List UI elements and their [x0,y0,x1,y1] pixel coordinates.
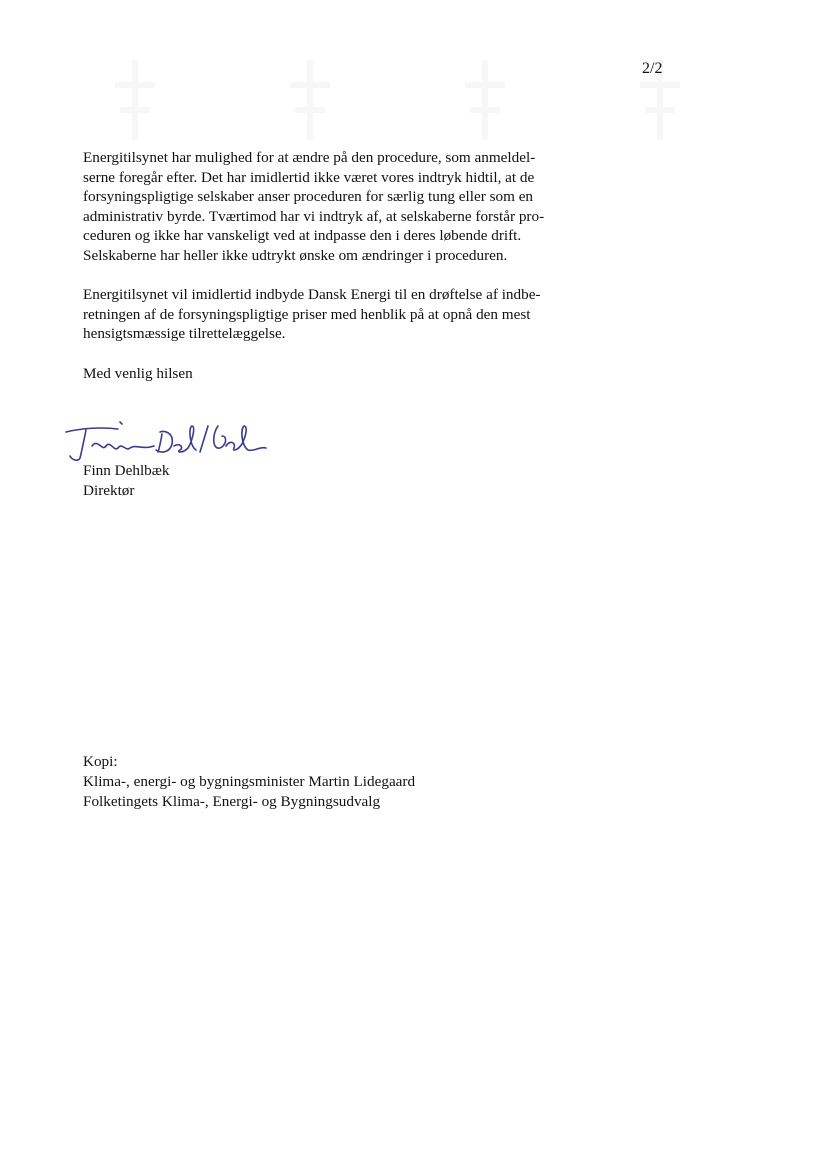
handwritten-signature [62,412,272,468]
copy-recipient: Klima-, energi- og bygningsminister Martin Lidegaard [83,773,416,790]
paragraph-line: Energitilsynet har mulighed for at ændre på den procedure, som anmeldel- [83,149,536,166]
watermark-ornament [275,55,345,145]
paragraph-1 [83,148,603,266]
watermark-ornament [450,55,520,145]
paragraph-line: forsyningspligtige selskaber anser proceduren for særlig tung eller som en [83,188,534,206]
page-number: 2/2 [642,60,663,77]
paragraph-line: retningen af de forsyningspligtige priser med henblik på at opnå den mest [83,305,531,323]
paragraph-line: serne foregår efter. Det har imidlertid ikke været vores indtryk hidtil, at de [83,168,535,186]
paragraph-line: ceduren og ikke har vanskeligt ved at indpasse den i deres løbende drift. [83,227,522,245]
copy-recipients [83,752,415,812]
paragraph-line: hensigtsmæssige tilrettelæggelse. [83,325,286,343]
closing-salutation: Med venlig hilsen [83,365,193,382]
signer-name: Finn Dehlbæk [83,462,170,479]
signer-block [83,461,170,500]
paragraph-line: Selskaberne har heller ikke udtrykt ønske om ændringer i proceduren. [83,246,508,264]
copy-label: Kopi: [83,753,118,770]
copy-recipient: Folketingets Klima-, Energi- og Bygningsudvalg [83,793,381,810]
watermark-ornament [100,55,170,145]
paragraph-line: administrativ byrde. Tværtimod har vi indtryk af, at selskaberne forstår pro- [83,207,545,225]
paragraph-2 [83,285,603,344]
paragraph-line: Energitilsynet vil imidlertid indbyde Dansk Energi til en drøftelse af indbe- [83,286,541,303]
signer-title: Direktør [83,481,135,499]
